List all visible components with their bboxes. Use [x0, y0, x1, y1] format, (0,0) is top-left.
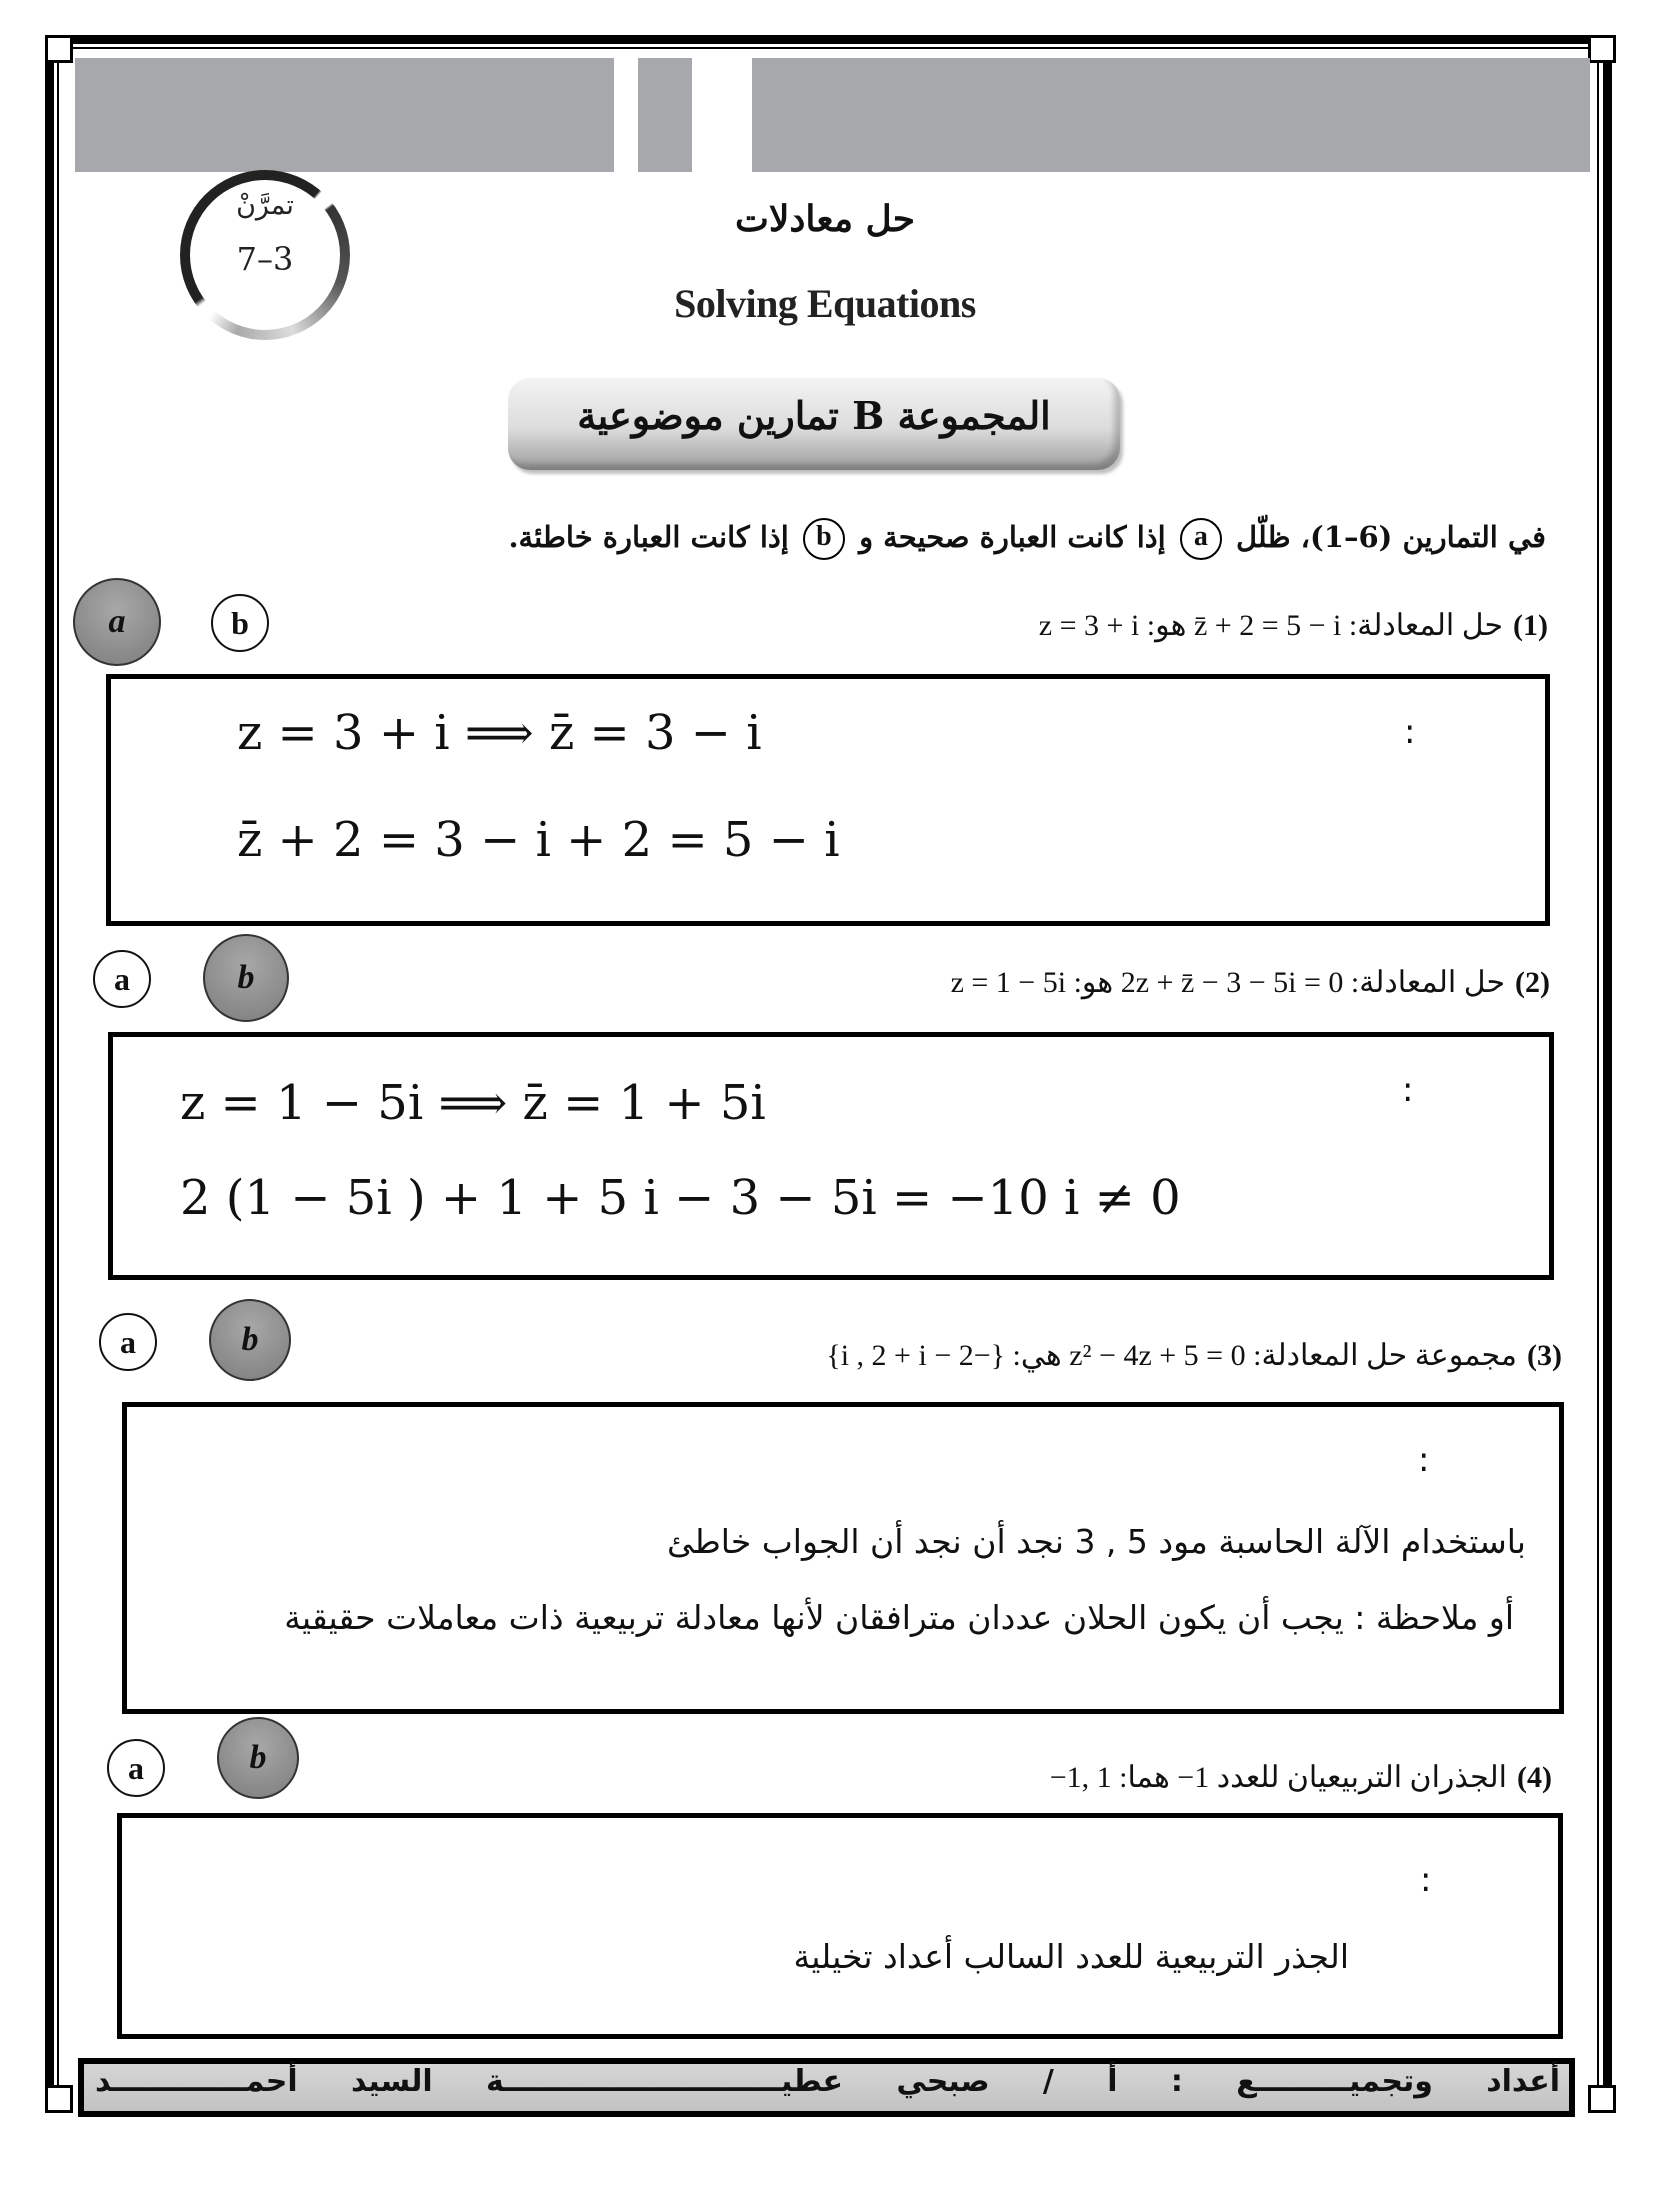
instructions — [508, 518, 1546, 560]
instruction-part-1: في التمارين (6–1)، ظلّل — [1235, 520, 1546, 554]
group-label: المجموعة B تمارين موضوعية — [577, 393, 1051, 438]
q2-answer-line-1: z = 1 − 5i ⟹ z̄ = 1 + 5i — [180, 1075, 766, 1131]
q2-answer-box — [108, 1032, 1554, 1280]
page-frame-right-inner — [1597, 57, 1599, 2097]
q3-statement — [826, 1338, 1562, 1373]
instruction-part-2: إذا كانت العبارة صحيحة و — [859, 520, 1166, 554]
q4-answer-box — [117, 1813, 1563, 2039]
instruction-circle-b: b — [803, 518, 845, 560]
badge-label: تمرَّنْ — [236, 190, 294, 221]
q1-answer-line-1: z = 3 + i ⟹ z̄ = 3 − i — [237, 705, 762, 761]
q4-statement — [1050, 1760, 1552, 1795]
header-bar-right — [752, 58, 1590, 172]
q1-statement — [1039, 608, 1548, 643]
q1-answer-colon: : — [1404, 712, 1416, 752]
q1-option-b[interactable]: b — [211, 594, 269, 652]
q4-number: (4) — [1517, 1761, 1552, 1794]
q2-statement — [951, 965, 1550, 1000]
q4-option-a[interactable]: a — [107, 1739, 165, 1797]
q3-answer-colon: : — [1418, 1440, 1430, 1480]
q2-option-a[interactable]: a — [93, 950, 151, 1008]
q4-answer-colon: : — [1420, 1860, 1432, 1900]
q2-answer-colon: : — [1402, 1070, 1414, 1110]
page-frame-right — [1603, 57, 1612, 2097]
q4-answer-line-1: الجذر التربيعية للعدد السالب أعداد تخيلية — [793, 1937, 1349, 1976]
q2-option-b-selected[interactable]: b — [203, 934, 289, 1022]
q3-answer-line-2: أو ملاحظة : يجب أن يكون الحلان عددان مترافقان لأنها معادلة تربيعية ذات معاملات حقيقية — [284, 1598, 1514, 1637]
q3-answer-line-1: باستخدام الآلة الحاسبة مود 5 , 3 نجد أن نجد أن الجواب خاطئ — [667, 1522, 1526, 1561]
badge-number: 7–3 — [236, 240, 294, 278]
q1-answer-line-2: z̄ + 2 = 3 − i + 2 = 5 − i — [237, 812, 840, 868]
q4-text: الجذران التربيعيان للعدد 1− هما: 1 ,1− — [1049, 1761, 1507, 1794]
q3-option-b-selected[interactable]: b — [209, 1299, 291, 1381]
page-frame-left — [45, 57, 54, 2097]
instruction-circle-a: a — [1180, 518, 1222, 560]
frame-corner-bottom-right — [1588, 2085, 1616, 2113]
header-bar-left — [75, 58, 614, 172]
q2-number: (2) — [1515, 966, 1550, 999]
frame-corner-top-left — [45, 35, 73, 63]
q1-text: حل المعادلة: z̄ + 2 = 5 − i هو: z = 3 + i — [1038, 609, 1503, 642]
page-frame-left-inner — [57, 57, 59, 2097]
q4-option-b-selected[interactable]: b — [217, 1717, 299, 1799]
q1-option-a-selected[interactable]: a — [73, 578, 161, 666]
q2-text: حل المعادلة: 2z + z̄ − 3 − 5i = 0 هو: z = 1 − 5i — [950, 966, 1505, 999]
instruction-part-3: إذا كانت العبارة خاطئة. — [508, 520, 789, 554]
frame-corner-bottom-left — [45, 2085, 73, 2113]
q2-answer-line-2: 2 (1 − 5i ) + 1 + 5 i − 3 − 5i = −10 i ≠ 0 — [180, 1170, 1181, 1226]
page-title-arabic: حل معادلات — [734, 198, 916, 240]
page-frame-top-inner — [72, 47, 1592, 49]
header-bar-middle — [638, 58, 692, 172]
frame-corner-top-right — [1588, 35, 1616, 63]
page-frame-top — [72, 35, 1592, 44]
footer-credit: أعداد وتجميـــــــــع : أ / صبحي عطيـــــــــــــــــــــــــــة السيد أحمـــــــــــــد — [95, 2064, 1560, 2099]
q1-number: (1) — [1513, 609, 1548, 642]
q3-text: مجموعة حل المعادلة: z² − 4z + 5 = 0 هي: {−2 − i , 2 + i} — [826, 1339, 1517, 1372]
page-title-english: Solving Equations — [674, 281, 976, 326]
q3-number: (3) — [1527, 1339, 1562, 1372]
q3-option-a[interactable]: a — [99, 1313, 157, 1371]
